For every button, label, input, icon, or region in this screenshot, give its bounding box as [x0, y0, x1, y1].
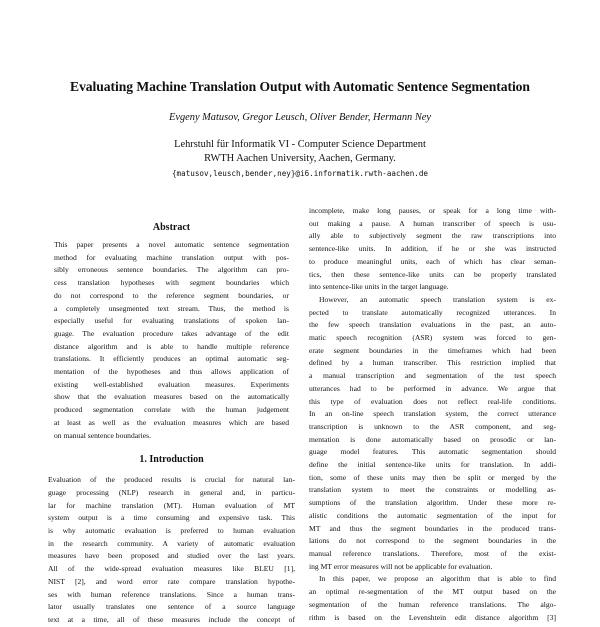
- text-line: system output is a time consuming and expensive task. This: [48, 513, 295, 523]
- right-paragraph-3: [309, 573, 556, 624]
- text-line: utterances had to be performed in advance. We argue that: [309, 383, 556, 393]
- text-line: segmentation of the human reference translations. The algo-: [309, 599, 556, 609]
- text-line: tics, then these sentence-like units can be properly translated: [309, 269, 556, 279]
- right-paragraph-2: [309, 294, 556, 573]
- text-line: lar for machine translation (MT). Human evaluation of MT: [48, 500, 295, 510]
- text-line: MT and thus the segment boundaries in the produced trans-: [309, 523, 556, 533]
- text-line: especially useful for evaluating translations of spoken lan-: [54, 316, 289, 326]
- text-line: NIST [2], and word error rate compare translation hypothe-: [48, 576, 295, 586]
- text-line: at least as well as the evaluation measures which are based: [54, 417, 289, 427]
- text-line: All of the wide-spread evaluation measures like BLEU [1],: [48, 564, 295, 574]
- paper-authors: Evgeny Matusov, Gregor Leusch, Oliver Bender, Hermann Ney: [168, 112, 431, 123]
- text-line: This paper presents a novel automatic sentence segmentation: [54, 240, 289, 249]
- text-line: do not correspond to the reference segment boundaries, or: [54, 290, 289, 300]
- text-line: this type of evaluation does not reflect real-life conditions.: [309, 396, 556, 406]
- text-line: into sentence-like units in the target language.: [309, 282, 449, 292]
- text-line: an optimal re-segmentation of the MT output based on the: [309, 587, 556, 597]
- text-line: lator usually translates one sentence of a source language: [48, 602, 295, 612]
- paper-title: Evaluating Machine Translation Output with Automatic Sentence Segmentation: [70, 79, 530, 94]
- text-line: pected to translate automatically recognized utterances. In: [309, 307, 556, 317]
- introduction-body: [48, 474, 295, 626]
- text-line: alistic conditions the automatic segmentation of the input for: [309, 510, 556, 520]
- text-line: is why automatic evaluation is preferred to human evaluation: [48, 526, 295, 536]
- text-line: transcription is unknown to the ASR component, and seg-: [309, 421, 556, 431]
- text-line: In this paper, we propose an algorithm that is able to find: [319, 574, 556, 584]
- text-line: sentence-like units. In addition, if he or she was instructed: [309, 244, 556, 254]
- text-line: a manual transcription and segmentation of the test speech: [309, 371, 556, 381]
- text-line: ally able to subjectively segment the raw transcriptions into: [309, 231, 556, 241]
- text-line: to produce meaningful units, each of which has clear seman-: [309, 256, 556, 266]
- abstract-body: [48, 239, 295, 442]
- affiliation-university: RWTH Aachen University, Aachen, Germany.: [204, 153, 396, 164]
- affiliation-department: Lehrstuhl für Informatik VI - Computer Science Department: [174, 139, 426, 150]
- text-line: sibly erroneous sentence boundaries. The algorithm can pro-: [54, 265, 289, 275]
- right-paragraph-1: [309, 205, 556, 294]
- text-line: erate segment boundaries in the timeframes which had been: [309, 345, 556, 355]
- text-line: Evaluation of the produced results is crucial for natural lan-: [48, 475, 295, 485]
- text-line: However, an automatic speech translation system is ex-: [319, 294, 556, 304]
- text-line: produced segmentation correlate with the human judgement: [54, 405, 289, 415]
- text-line: mentation is done automatically based on prosodic or lan-: [309, 434, 556, 444]
- abstract-heading: Abstract: [152, 222, 191, 233]
- text-line: guage model features. This automatic segmentation should: [309, 447, 556, 457]
- text-line: defined by a human transcriber. This restriction implied that: [309, 358, 556, 368]
- text-line: in the research community. A variety of automatic evaluation: [48, 538, 295, 548]
- text-line: define the initial sentence-like units for translation. In addi-: [309, 460, 556, 470]
- text-line: a completely unsegmented text stream. Thus, the method is: [54, 303, 289, 313]
- text-line: rithm is based on the Levenshtein edit distance algorithm [3]: [309, 612, 556, 622]
- text-line: incomplete, make long pauses, or speak for a long time with-: [309, 206, 556, 215]
- text-line: method for evaluating machine translation output with pos-: [54, 252, 289, 262]
- text-line: cess translation hypotheses with segment boundaries which: [54, 278, 289, 288]
- text-line: In an on-line speech translation system, the correct utterance: [309, 409, 556, 419]
- text-line: measures have been proposed and studied over the last years.: [48, 551, 295, 561]
- text-line: existing well-established evaluation measures. Experiments: [54, 379, 289, 389]
- text-line: translation system to meet the constraints or modelling as-: [309, 485, 556, 495]
- text-line: the few speech translation evaluations in the past, an auto-: [309, 320, 556, 330]
- author-emails: {matusov,leusch,bender,ney}@i6.informatik.rwth-aachen.de: [171, 169, 429, 178]
- text-line: mentation of the hypotheses and thus allows application of: [54, 367, 289, 377]
- text-line: ses with human reference translations. Since a human trans-: [48, 589, 295, 599]
- text-line: matic speech recognition (ASR) system was forced to gen-: [309, 333, 556, 343]
- text-line: sumptions of the translation algorithm. Under these more re-: [309, 498, 556, 508]
- text-line: guage. The evaluation procedure takes advantage of the edit: [54, 328, 289, 338]
- text-line: guage processing (NLP) research in general and, in particu-: [48, 487, 295, 497]
- left-column: [48, 221, 295, 627]
- right-column: [309, 205, 556, 624]
- text-line: out making a pause. A human transcriber of speech is usu-: [309, 218, 556, 228]
- text-line: translations. It efficiently produces an optimal automatic seg-: [54, 354, 289, 364]
- introduction-heading: 1. Introduction: [139, 454, 204, 466]
- text-line: show that the evaluation measures based on the automatically: [54, 392, 289, 402]
- text-line: manual reference translations. Therefore, most of the exist-: [309, 548, 556, 558]
- text-line: lations do not correspond to the segment boundaries in the: [309, 536, 556, 546]
- text-line: tion, some of these units may then be split or merged by the: [309, 472, 556, 482]
- text-line: distance algorithm and is able to handle multiple reference: [54, 341, 289, 351]
- text-line: on manual sentence boundaries.: [54, 430, 151, 440]
- text-line: ing MT error measures will not be applicable for evaluation.: [309, 561, 493, 571]
- text-line: text at a time, all of these measures include the concept of: [48, 614, 295, 624]
